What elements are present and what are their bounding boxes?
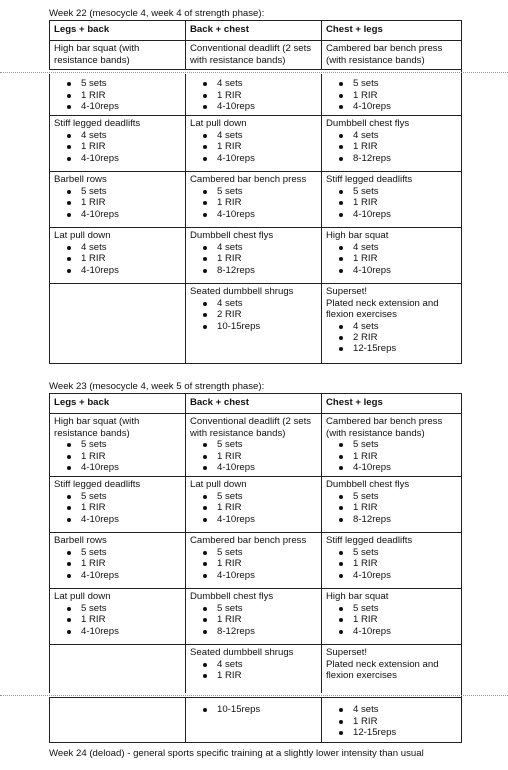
column-header: Legs + back [50,21,186,41]
exercise-name: Lat pull down [190,479,247,491]
set-detail-item: 5 sets [81,547,181,558]
exercise-cell [50,698,186,743]
set-detail-item: 1 RIR [353,558,457,569]
exercise-cell [322,477,462,533]
exercise-name: High bar squat [326,591,389,603]
exercise-cell [186,70,322,116]
exercise-name: Barbell rows [54,174,107,186]
set-detail-item: 4 sets [217,78,317,89]
week-23-heading: Week 23 (mesocycle 4, week 5 of strength phase): [49,381,265,392]
set-detail-item: 4 sets [353,130,457,141]
table-row [50,228,462,284]
set-detail-item: 1 RIR [353,451,457,462]
exercise-name: Stiff legged deadlifts [326,174,413,186]
set-detail-item: 1 RIR [217,614,317,625]
set-detail-item: 8-12reps [353,514,457,525]
set-details-list [54,78,181,112]
exercise-cell [186,228,322,284]
set-detail-item: 2 RIR [353,332,457,343]
exercise-name: Seated dumbbell shrugs [190,286,294,298]
table-header-row [50,394,462,414]
column-header: Legs + back [50,394,186,414]
table-row [50,477,462,533]
set-details-list [190,130,317,164]
set-details-list [326,78,457,112]
set-detail-item: 4 sets [353,242,457,253]
exercise-name: Lat pull down [190,118,247,130]
set-detail-item: 1 RIR [353,716,457,727]
set-details-list [190,603,317,637]
set-detail-item: 1 RIR [81,614,181,625]
set-detail-item: 5 sets [217,491,317,502]
set-detail-item: 4-10reps [81,626,181,637]
set-detail-item: 5 sets [353,186,457,197]
exercise-cell [50,533,186,589]
exercise-name: resistance bands) [54,54,130,66]
set-detail-item: 5 sets [217,547,317,558]
set-detail-item: 8-12reps [217,265,317,276]
set-detail-item: 5 sets [81,439,181,450]
set-detail-item: 4-10reps [217,514,317,525]
set-detail-item: 4-10reps [81,209,181,220]
exercise-name: Conventional deadlift (2 sets [190,43,312,55]
exercise-cell [50,284,186,364]
exercise-name: Stiff legged deadlifts [54,118,141,130]
exercise-name: Superset! [326,647,368,659]
set-details-list [326,242,457,276]
exercise-cell [50,414,186,477]
exercise-cell [50,228,186,284]
set-detail-item: 12-15reps [353,343,457,354]
set-detail-item: 4 sets [217,242,317,253]
set-details-list [326,547,457,581]
table-row [50,116,462,172]
set-detail-item: 5 sets [81,78,181,89]
set-detail-item: 2 RIR [217,309,317,320]
set-details-list [54,130,181,164]
set-detail-item: 8-12reps [217,626,317,637]
table-row [50,70,462,116]
exercise-name: Barbell rows [54,535,107,547]
set-detail-item: 4-10reps [81,101,181,112]
set-detail-item: 10-15reps [217,704,317,715]
set-detail-item: 1 RIR [81,253,181,264]
set-detail-item: 1 RIR [81,558,181,569]
exercise-cell [322,533,462,589]
exercise-name: Dumbbell chest flys [190,230,274,242]
exercise-name: flexion exercises [326,670,397,682]
set-detail-item: 1 RIR [81,502,181,513]
set-detail-item: 5 sets [353,78,457,89]
set-detail-item: 4-10reps [81,570,181,581]
set-detail-item: 4-10reps [81,265,181,276]
exercise-cell [186,698,322,743]
exercise-name: High bar squat [326,230,389,242]
set-detail-item: 4 sets [353,704,457,715]
exercise-cell [186,414,322,477]
table-row [50,589,462,645]
set-detail-item: 4 sets [81,130,181,141]
table-row [50,533,462,589]
table-header-row [50,21,462,41]
set-detail-item: 1 RIR [353,614,457,625]
table-row [50,284,462,364]
set-detail-item: 4 sets [81,242,181,253]
set-detail-item: 4-10reps [353,570,457,581]
exercise-cell [50,589,186,645]
set-detail-item: 1 RIR [81,90,181,101]
set-detail-item: 5 sets [81,603,181,614]
table-row [50,414,462,477]
set-detail-item: 4-10reps [217,153,317,164]
set-detail-item: 8-12reps [353,153,457,164]
set-details-list [326,186,457,220]
exercise-name: (with resistance bands) [326,54,425,66]
exercise-name: Stiff legged deadlifts [326,535,413,547]
set-details-list [190,298,317,332]
table-row [50,172,462,228]
set-detail-item: 5 sets [81,491,181,502]
exercise-name: Lat pull down [54,230,111,242]
exercise-name: Cambered bar bench press [190,535,307,547]
set-detail-item: 1 RIR [217,197,317,208]
table-row [50,698,462,743]
set-detail-item: 1 RIR [217,141,317,152]
exercise-name: Seated dumbbell shrugs [190,647,294,659]
exercise-cell [186,589,322,645]
set-detail-item: 4 sets [217,659,317,670]
week-24-note: Week 24 (deload) - general sports specific training at a slightly lower intensity than usual [49,748,424,759]
set-detail-item: 5 sets [353,603,457,614]
set-detail-item: 1 RIR [217,90,317,101]
set-details-list [54,439,181,473]
exercise-name: High bar squat (with [54,416,140,428]
exercise-name: Superset! [326,286,368,298]
set-detail-item: 5 sets [353,439,457,450]
set-detail-item: 4 sets [353,321,457,332]
set-details-list [54,242,181,276]
exercise-cell [322,589,462,645]
set-details-list [190,78,317,112]
set-details-list [326,321,457,355]
set-detail-item: 4-10reps [217,570,317,581]
set-detail-item: 4-10reps [217,101,317,112]
set-detail-item: 4-10reps [217,462,317,473]
exercise-name: Conventional deadlift (2 sets [190,416,312,428]
set-details-list [326,491,457,525]
exercise-name: Plated neck extension and [326,297,439,309]
exercise-cell [50,477,186,533]
set-details-list [190,704,317,715]
exercise-cell [186,645,322,698]
set-detail-item: 1 RIR [81,451,181,462]
set-detail-item: 5 sets [353,491,457,502]
exercise-cell [322,645,462,698]
set-detail-item: 5 sets [217,603,317,614]
set-details-list [54,491,181,525]
week-22-heading: Week 22 (mesocycle 4, week 4 of strength phase): [49,8,265,19]
set-detail-item: 10-15reps [217,321,317,332]
set-details-list [54,603,181,637]
exercise-cell [186,284,322,364]
exercise-cell [322,70,462,116]
exercise-cell [322,698,462,743]
exercise-name: Lat pull down [54,591,111,603]
set-detail-item: 1 RIR [353,197,457,208]
exercise-name: Plated neck extension and [326,658,439,670]
column-header: Chest + legs [322,21,462,41]
set-detail-item: 4-10reps [217,209,317,220]
set-detail-item: 1 RIR [353,90,457,101]
set-detail-item: 4-10reps [353,265,457,276]
set-detail-item: 4-10reps [353,209,457,220]
week-23-table [49,393,462,743]
exercise-name: Cambered bar bench press [190,174,307,186]
set-detail-item: 5 sets [81,186,181,197]
exercise-name: resistance bands) [54,427,130,439]
exercise-name: Dumbbell chest flys [190,591,274,603]
set-detail-item: 5 sets [353,547,457,558]
exercise-cell [322,172,462,228]
set-detail-item: 5 sets [217,439,317,450]
set-detail-item: 5 sets [217,186,317,197]
set-details-list [326,130,457,164]
page-break-line [0,72,508,73]
set-details-list [326,603,457,637]
exercise-cell [186,533,322,589]
set-detail-item: 1 RIR [353,141,457,152]
page-break-line [0,695,508,696]
set-details-list [54,547,181,581]
set-detail-item: 4-10reps [353,101,457,112]
column-header: Back + chest [186,21,322,41]
set-detail-item: 4 sets [217,298,317,309]
set-detail-item: 1 RIR [217,670,317,681]
exercise-cell [50,645,186,698]
exercise-cell [186,41,322,70]
exercise-name: Dumbbell chest flys [326,118,410,130]
set-detail-item: 4-10reps [81,462,181,473]
exercise-cell [322,414,462,477]
set-detail-item: 4-10reps [353,626,457,637]
set-details-list [190,659,317,682]
exercise-cell [186,116,322,172]
set-detail-item: 4-10reps [81,153,181,164]
exercise-cell [50,116,186,172]
set-details-list [190,186,317,220]
column-header: Chest + legs [322,394,462,414]
set-detail-item: 1 RIR [217,502,317,513]
set-detail-item: 1 RIR [217,558,317,569]
set-details-list [326,704,457,738]
set-details-list [190,491,317,525]
exercise-cell [322,284,462,364]
set-detail-item: 12-15reps [353,727,457,738]
set-detail-item: 1 RIR [81,141,181,152]
set-detail-item: 1 RIR [81,197,181,208]
set-detail-item: 1 RIR [353,253,457,264]
exercise-name: (with resistance bands) [326,427,425,439]
exercise-name: with resistance bands) [190,54,286,66]
exercise-name: Dumbbell chest flys [326,479,410,491]
set-detail-item: 4-10reps [353,462,457,473]
exercise-cell [322,41,462,70]
set-details-list [326,439,457,473]
exercise-cell [186,477,322,533]
exercise-name: High bar squat (with [54,43,140,55]
exercise-name: flexion exercises [326,309,397,321]
set-detail-item: 4 sets [217,130,317,141]
exercise-name: with resistance bands) [190,427,286,439]
set-detail-item: 1 RIR [217,451,317,462]
column-header: Back + chest [186,394,322,414]
set-detail-item: 1 RIR [217,253,317,264]
set-detail-item: 1 RIR [353,502,457,513]
table-row [50,41,462,70]
exercise-cell [322,228,462,284]
exercise-cell [50,41,186,70]
exercise-name: Cambered bar bench press [326,43,443,55]
exercise-name: Cambered bar bench press [326,416,443,428]
exercise-cell [50,172,186,228]
set-details-list [190,547,317,581]
exercise-cell [322,116,462,172]
set-details-list [190,439,317,473]
table-row [50,645,462,698]
exercise-cell [186,172,322,228]
set-details-list [190,242,317,276]
set-detail-item: 4-10reps [81,514,181,525]
set-details-list [54,186,181,220]
exercise-cell [50,70,186,116]
exercise-name: Stiff legged deadlifts [54,479,141,491]
